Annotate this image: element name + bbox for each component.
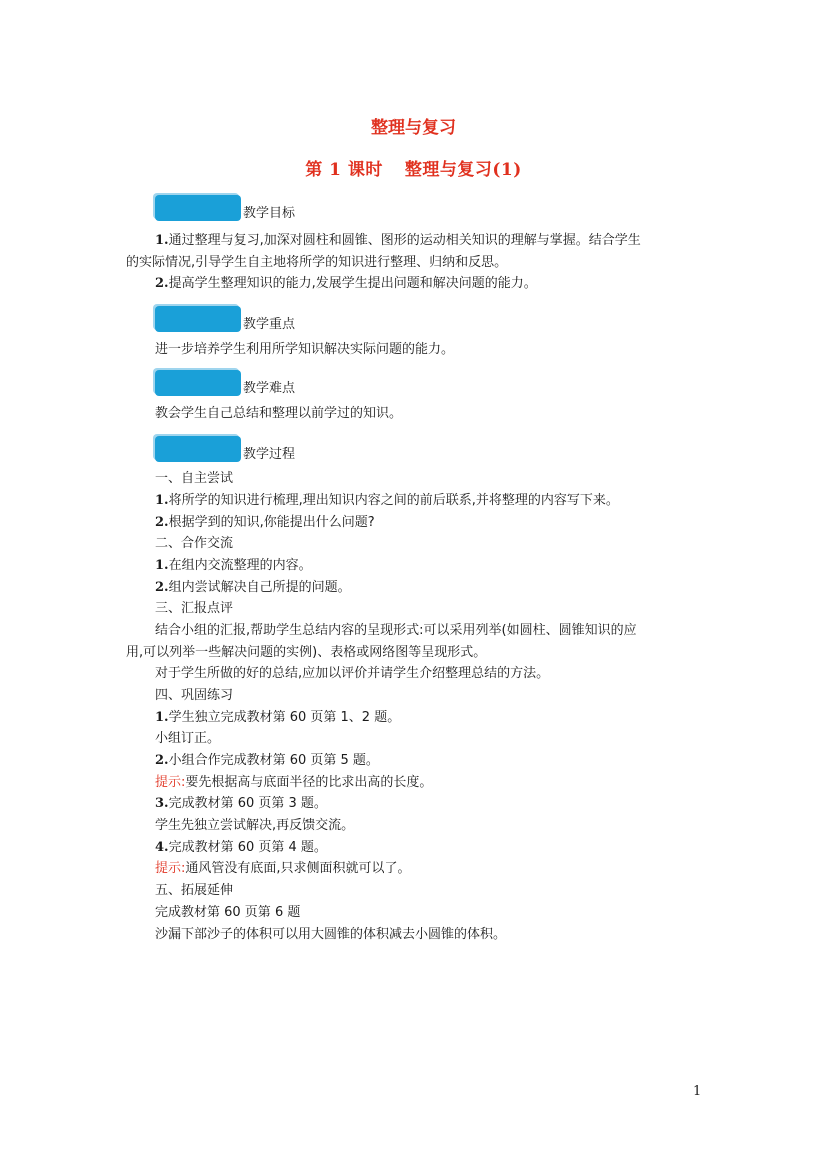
section-difficulty (155, 370, 455, 398)
focus-text: 进一步培养学生利用所学知识解决实际问题的能力。 (155, 342, 455, 357)
process-paragraph-line: 结合小组的汇报,帮助学生总结内容的呈现形式:可以采用列举(如圆柱、圆锥知识的应 (155, 623, 637, 638)
section-label: 教学过程 (243, 447, 296, 462)
lesson-number: 第 1 课时 (305, 160, 383, 180)
section-goals (155, 195, 455, 223)
process-note: 小组订正。 (155, 731, 221, 746)
hint-label: 提示: (155, 775, 186, 790)
process-item: 2.组内尝试解决自己所提的问题。 (155, 580, 351, 595)
section-tab-decoration (155, 370, 241, 396)
process-hint: 提示:要先根据高与底面半径的比求出高的长度。 (155, 775, 433, 790)
section-label: 教学目标 (243, 206, 296, 221)
process-heading-4: 四、巩固练习 (155, 688, 234, 703)
section-tab-decoration (155, 195, 241, 221)
goal-1-line-b: 的实际情况,引导学生自主地将所学的知识进行整理、归纳和反思。 (126, 255, 508, 270)
process-item: 1.将所学的知识进行梳理,理出知识内容之间的前后联系,并将整理的内容写下来。 (155, 493, 619, 508)
process-heading-3: 三、汇报点评 (155, 601, 234, 616)
goal-1-line-a: 1.通过整理与复习,加深对圆柱和圆锥、图形的运动相关知识的理解与掌握。结合学生 (155, 233, 641, 248)
process-item: 2.根据学到的知识,你能提出什么问题? (155, 515, 375, 530)
document-title: 整理与复习 (371, 118, 456, 138)
hint-label: 提示: (155, 861, 186, 876)
process-heading-2: 二、合作交流 (155, 536, 234, 551)
page-number: 1 (693, 1084, 702, 1099)
process-item: 2.小组合作完成教材第 60 页第 5 题。 (155, 753, 379, 768)
goal-2: 2.提高学生整理知识的能力,发展学生提出问题和解决问题的能力。 (155, 276, 537, 291)
difficulty-text: 教会学生自己总结和整理以前学过的知识。 (155, 406, 403, 421)
process-item: 1.学生独立完成教材第 60 页第 1、2 题。 (155, 710, 401, 725)
process-hint: 提示:通风管没有底面,只求侧面积就可以了。 (155, 861, 411, 876)
section-focus (155, 306, 455, 334)
section-tab-decoration (155, 436, 241, 462)
process-item: 完成教材第 60 页第 6 题 (155, 905, 301, 920)
process-item: 3.完成教材第 60 页第 3 题。 (155, 796, 327, 811)
process-heading-5: 五、拓展延伸 (155, 883, 234, 898)
process-heading-1: 一、自主尝试 (155, 471, 234, 486)
section-label: 教学难点 (243, 381, 296, 396)
section-tab-decoration (155, 306, 241, 332)
process-paragraph-line: 对于学生所做的好的总结,应加以评价并请学生介绍整理总结的方法。 (155, 666, 550, 681)
process-note: 学生先独立尝试解决,再反馈交流。 (155, 818, 355, 833)
lesson-topic: 整理与复习(1) (404, 160, 522, 180)
process-note: 沙漏下部沙子的体积可以用大圆锥的体积减去小圆锥的体积。 (155, 927, 507, 942)
section-label: 教学重点 (243, 317, 296, 332)
lesson-subtitle (0, 155, 827, 180)
process-item: 4.完成教材第 60 页第 4 题。 (155, 840, 327, 855)
process-item: 1.在组内交流整理的内容。 (155, 558, 312, 573)
section-process (155, 436, 455, 464)
process-paragraph-line: 用,可以列举一些解决问题的实例)、表格或网络图等呈现形式。 (126, 645, 487, 660)
